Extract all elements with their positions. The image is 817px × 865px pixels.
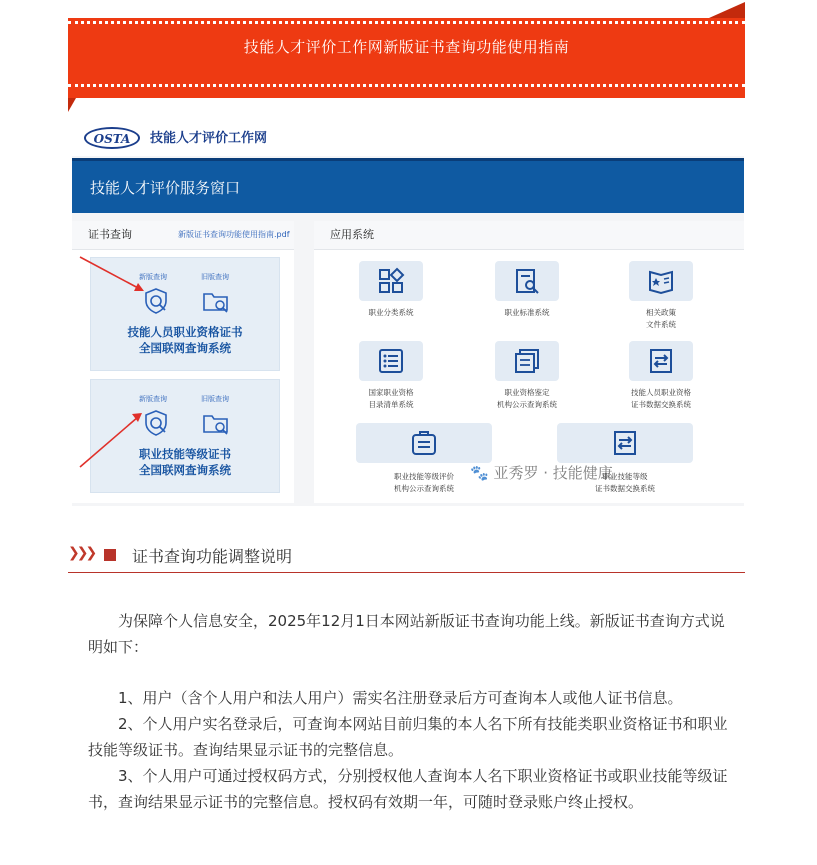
apps-header xyxy=(314,221,744,250)
website-screenshot xyxy=(72,118,744,506)
app-label-line: 相关政策 xyxy=(646,308,676,317)
annotation-arrows xyxy=(72,221,294,503)
app-tile xyxy=(359,261,423,301)
documents-icon xyxy=(513,347,541,375)
header-banner xyxy=(68,18,745,98)
app-label xyxy=(336,387,446,411)
guide-pdf-link[interactable]: 新版证书查询功能使用指南.pdf xyxy=(178,230,290,239)
old-query-label[interactable]: 旧版查询 xyxy=(201,273,229,281)
osta-logo[interactable]: OSTA xyxy=(84,127,140,149)
app-label-line: 证书数据交换系统 xyxy=(631,400,691,409)
app-qualification-catalog[interactable] xyxy=(336,341,446,411)
banner-title: 技能人才评价工作网新版证书查询功能使用指南 xyxy=(243,38,570,56)
apps-panel xyxy=(314,221,744,503)
paragraph: 2、个人用户实名登录后，可查询本网站目前归集的本人名下所有技能类职业资格证书和职业技能等级证书。查询结果显示证书的完整信息。 xyxy=(88,715,728,759)
app-tile xyxy=(495,261,559,301)
app-occupation-standard[interactable] xyxy=(472,261,582,319)
app-occupation-classification[interactable] xyxy=(336,261,446,319)
document-search-icon xyxy=(513,267,541,295)
square-bullet-icon xyxy=(104,549,116,561)
exchange-icon xyxy=(647,347,675,375)
paragraph: 3、个人用户可通过授权码方式，分别授权他人查询本人名下职业资格证书或职业技能等级证书，查询结果显示证书的完整信息。授权码有效期一年，可随时登录账户终止授权。 xyxy=(88,767,728,811)
app-label-line: 职业资格鉴定 xyxy=(504,388,550,397)
app-tile-wide[interactable] xyxy=(356,423,492,463)
article-body xyxy=(88,685,728,815)
app-label xyxy=(606,307,716,331)
article-body xyxy=(88,608,728,660)
app-label xyxy=(472,307,582,319)
app-tile xyxy=(495,341,559,381)
app-label-line: 职业标准系统 xyxy=(504,308,550,317)
exchange-icon xyxy=(611,429,639,457)
banner-fold-decoration xyxy=(709,2,745,18)
cert-query-panel xyxy=(72,221,294,503)
app-label xyxy=(606,387,716,411)
section-heading xyxy=(68,540,745,573)
app-label xyxy=(472,387,582,411)
cert-card-name-line: 职业技能等级证书 xyxy=(139,447,231,461)
cert-query-title: 证书查询 xyxy=(88,228,132,241)
app-skill-evaluation-institutions[interactable] xyxy=(369,471,479,495)
banner-dotted-border xyxy=(68,21,745,27)
new-query-label[interactable]: 新版查询 xyxy=(139,273,167,281)
app-label xyxy=(369,471,479,495)
apps-title: 应用系统 xyxy=(330,228,374,241)
app-tile xyxy=(359,341,423,381)
app-label-line: 职业技能等级 xyxy=(602,472,648,481)
site-name[interactable]: 技能人才评价工作网 xyxy=(150,131,268,146)
banner-fold-decoration xyxy=(68,98,76,112)
cert-card-name-line: 技能人员职业资格证书 xyxy=(127,325,243,339)
book-star-icon xyxy=(647,267,675,295)
app-label-line: 国家职业资格 xyxy=(368,388,414,397)
old-query-label[interactable]: 旧版查询 xyxy=(201,395,229,403)
paragraph: 1、用户（含个人用户和法人用户）需实名注册登录后方可查询本人或他人证书信息。 xyxy=(118,689,683,707)
app-label-line: 职业技能等级评价 xyxy=(394,472,454,481)
chevrons-icon: ❯❯❯ xyxy=(68,545,95,561)
app-tile xyxy=(629,341,693,381)
site-header xyxy=(72,118,744,156)
service-window-bar xyxy=(72,158,744,213)
app-tile xyxy=(629,261,693,301)
app-label-line: 证书数据交换系统 xyxy=(595,484,655,493)
app-tile-wide[interactable] xyxy=(557,423,693,463)
section-title: 证书查询功能调整说明 xyxy=(132,547,293,566)
cert-card-name-line: 全国联网查询系统 xyxy=(139,463,231,477)
app-appraisal-institutions[interactable] xyxy=(472,341,582,411)
banner-dotted-border xyxy=(68,84,745,90)
app-label-line: 目录清单系统 xyxy=(368,400,414,409)
app-label-line: 机构公示查询系统 xyxy=(497,400,557,409)
new-query-label[interactable]: 新版查询 xyxy=(139,395,167,403)
paragraph: 为保障个人信息安全，2025年12月1日本网站新版证书查询功能上线。新版证书查询方式说明如下： xyxy=(88,612,725,656)
app-label-line: 技能人员职业资格 xyxy=(631,388,691,397)
app-label-line: 机构公示查询系统 xyxy=(394,484,454,493)
bag-list-icon xyxy=(410,429,438,457)
app-policy-documents[interactable] xyxy=(606,261,716,331)
app-label-line: 文件系统 xyxy=(646,320,676,329)
app-cert-data-exchange[interactable] xyxy=(606,341,716,411)
app-label xyxy=(336,307,446,319)
grid-shapes-icon xyxy=(377,267,405,295)
annotation-arrow xyxy=(80,257,140,289)
list-icon xyxy=(377,347,405,375)
app-label-line: 职业分类系统 xyxy=(368,308,414,317)
service-window-title: 技能人才评价服务窗口 xyxy=(90,179,241,197)
cert-card-name-line: 全国联网查询系统 xyxy=(139,341,231,355)
annotation-arrow xyxy=(80,417,138,467)
watermark: 🐾 亚秀罗 · 技能健康 xyxy=(470,464,613,482)
